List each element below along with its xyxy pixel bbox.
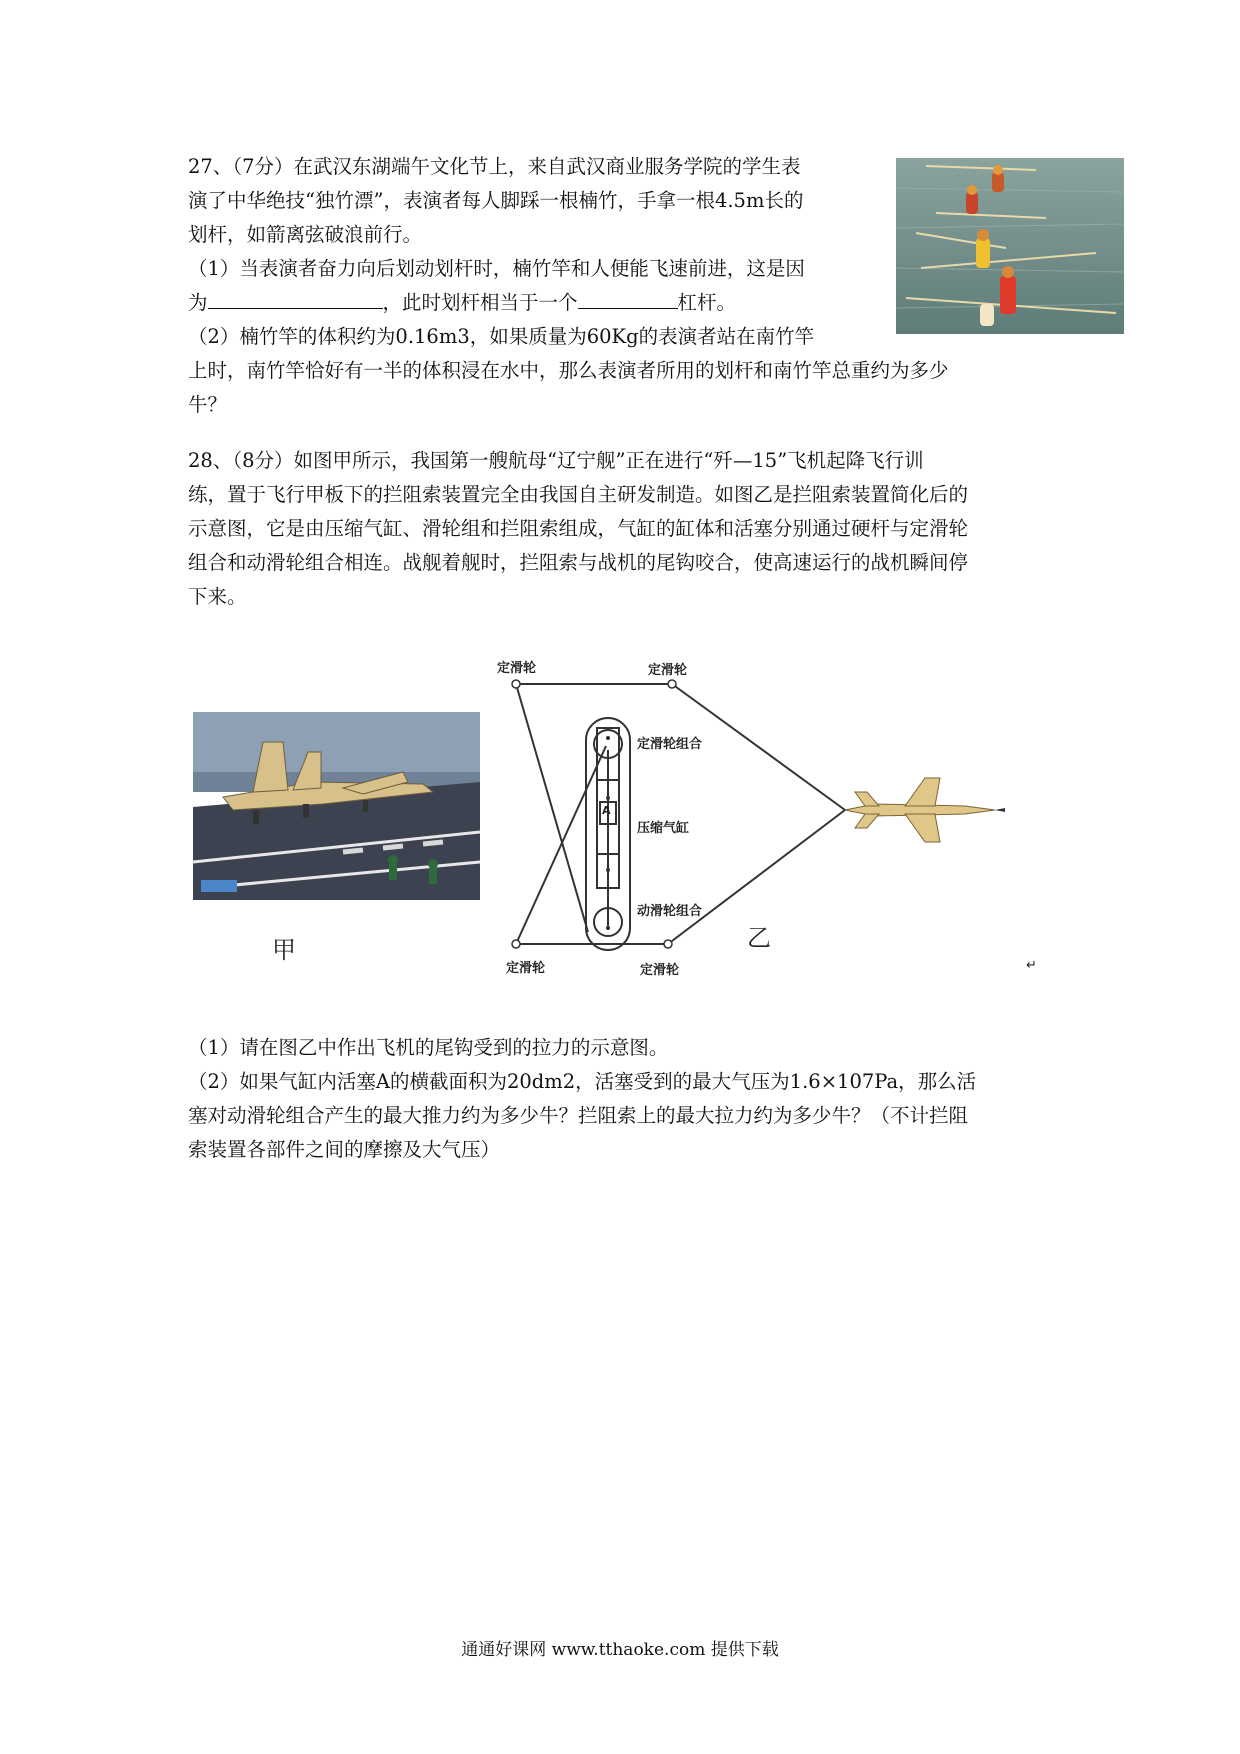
carrier-jet-photo [193,712,480,900]
q27-part2-line-1: （2）楠竹竿的体积约为0.16m3，如果质量为60Kg的表演者站在南竹竿 [188,325,815,348]
q27-part1-line-1: （1）当表演者奋力向后划动划杆时，楠竹竿和人便能飞速前进，这是因 [188,257,805,280]
q28-sub-2-line-1: （2）如果气缸内活塞A的横截面积为20dm2，活塞受到的最大气压为1.6×107Pa，那么活 [188,1070,977,1093]
q27-line-1: 27、（7分）在武汉东湖端午文化节上，来自武汉商业服务学院的学生表 [188,155,801,178]
label-piston-a: A [602,804,611,817]
label-fixed-pulley-group: 定滑轮组合 [637,737,703,752]
q27-part1-because: 为 [188,291,208,314]
q27-part1-line-2 [188,286,736,320]
q28-intro-line-2: 练，置于飞行甲板下的拦阻索装置完全由我国自主研发制造。如图乙是拦阻索装置简化后的 [188,483,969,506]
answer-blank-1[interactable] [208,286,383,309]
q27-part2-line-2: 上时，南竹竿恰好有一半的体积浸在水中，那么表演者所用的划杆和南竹竿总重约为多少 [188,359,949,382]
figure-jia-label: 甲 [272,936,296,964]
label-fixed-pulley-bottom-left: 定滑轮 [506,961,546,976]
label-fixed-pulley-top-right: 定滑轮 [648,663,688,678]
page-footer: 通通好课网 www.tthaoke.com 提供下载 [461,1640,779,1660]
q27-line-2: 演了中华绝技“独竹漂”，表演者每人脚踩一根楠竹，手拿一根4.5m长的 [188,189,804,212]
q28-intro-line-1: 28、（8分）如图甲所示，我国第一艘航母“辽宁舰”正在进行“歼—15”飞机起降飞行训 [188,449,924,472]
label-fixed-pulley-top-left: 定滑轮 [497,661,537,676]
q28-intro-line-3: 示意图，它是由压缩气缸、滑轮组和拦阻索组成，气缸的缸体和活塞分别通过硬杆与定滑轮 [188,517,969,540]
figure-yi-label: 乙 [747,924,771,952]
q27-part2-line-3: 牛？ [188,393,228,416]
return-mark: ↵ [1026,958,1037,973]
q28-intro-line-4: 组合和动滑轮组合相连。战舰着舰时，拦阻索与战机的尾钩咬合，使高速运行的战机瞬间停 [188,551,969,574]
q28-intro-line-5: 下来。 [188,585,247,608]
q27-part1-end: 杠杆。 [677,291,737,314]
label-moving-pulley-group: 动滑轮组合 [637,904,703,919]
q28-sub-2-line-3: 索装置各部件之间的摩擦及大气压） [188,1138,501,1161]
q28-sub-1: （1）请在图乙中作出飞机的尾钩受到的拉力的示意图。 [188,1036,669,1059]
q27-line-3: 划杆，如箭离弦破浪前行。 [188,223,423,246]
bamboo-rafting-photo [896,158,1124,334]
q27-part1-mid: ，此时划杆相当于一个 [382,291,578,314]
q28-sub-2-line-2: 塞对动滑轮组合产生的最大推力约为多少牛？拦阻索上的最大拉力约为多少牛？（不计拦阻 [188,1104,969,1127]
label-compression-cylinder: 压缩气缸 [637,821,690,836]
jet-topview-icon [845,778,1005,842]
answer-blank-2[interactable] [578,286,678,309]
label-fixed-pulley-bottom-right: 定滑轮 [640,963,680,978]
